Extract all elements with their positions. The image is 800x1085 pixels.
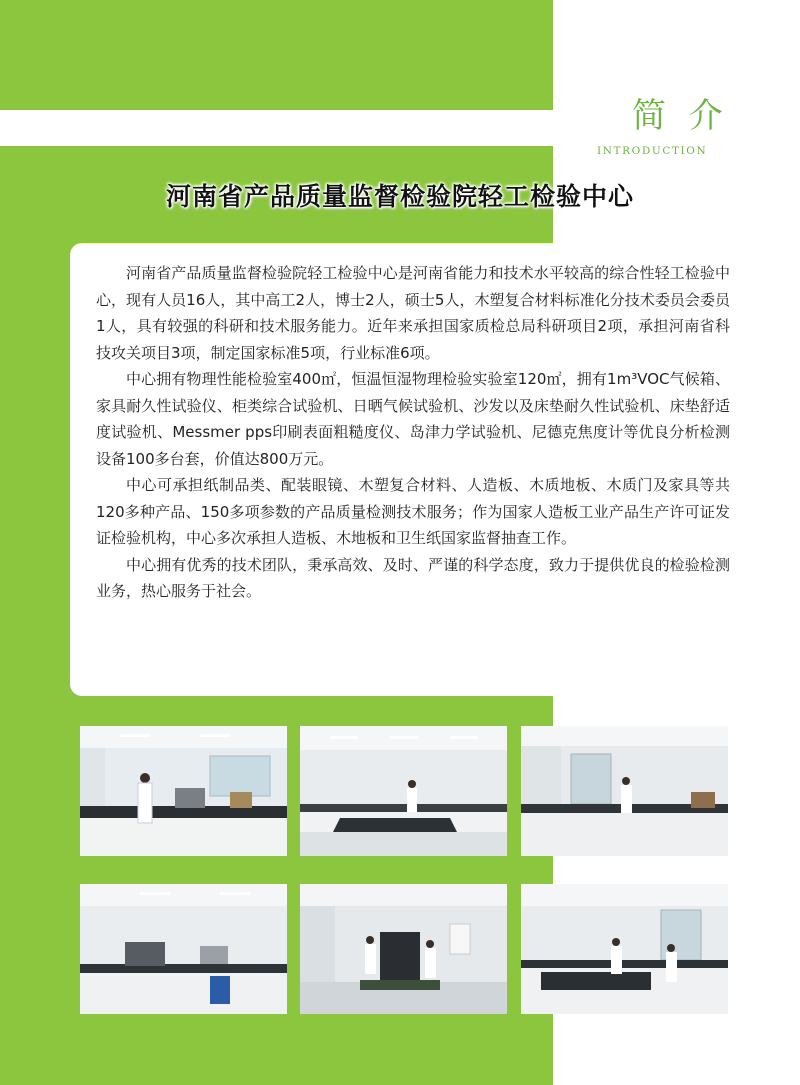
lab-photo [300,726,507,856]
lab-photo [80,726,287,856]
section-heading-english: INTRODUCTION [597,145,708,157]
services-paragraph: 中心可承担纸制品类、配装眼镜、木塑复合材料、人造板、木质地板、木质门及家具等共120多种产品、150多项参数的产品质量检测技术服务；作为国家人造板工业产品生产许可证发证检验机构，中心多次承担人造板、木地板和卫生纸国家监督抽查工作。 [96,476,730,547]
lab-photo [521,884,728,1014]
header-white-band [0,110,553,146]
document-title: 河南省产品质量监督检验院轻工检验中心 [165,182,634,211]
lab-photo [521,726,728,856]
team-paragraph: 中心拥有优秀的技术团队，秉承高效、及时、严谨的科学态度，致力于提供优良的检验检测业务，热心服务于社会。 [96,555,730,600]
intro-paragraph: 河南省产品质量监督检验院轻工检验中心是河南省能力和技术水平较高的综合性轻工检验中心，现有人员16人，其中高工2人，博士2人，硕士5人，木塑复合材料标准化分技术委员会委员1人，具有较强的科研和技术服务能力。近年来承担国家质检总局科研项目2项，承担河南省科技攻关项目3项，制定国家标准5项，行业标准6项。 [96,264,730,362]
lab-photo [300,884,507,1014]
section-heading: 简 介 [632,96,729,136]
equipment-paragraph: 中心拥有物理性能检验室400㎡，恒温恒湿物理检验实验室120㎡，拥有1m³VOC气候箱、家具耐久性试验仪、柜类综合试验机、日晒气候试验机、沙发以及床垫耐久性试验机、床垫舒适度试验机、Messmer pps印刷表面粗糙度仪、岛津力学试验机、尼德克焦度计等优良分析检测设备100多台套，价值达800万元。 [96,370,730,468]
lab-photo-grid [80,726,728,1014]
lab-photo [80,884,287,1014]
intro-text-card [70,243,800,696]
